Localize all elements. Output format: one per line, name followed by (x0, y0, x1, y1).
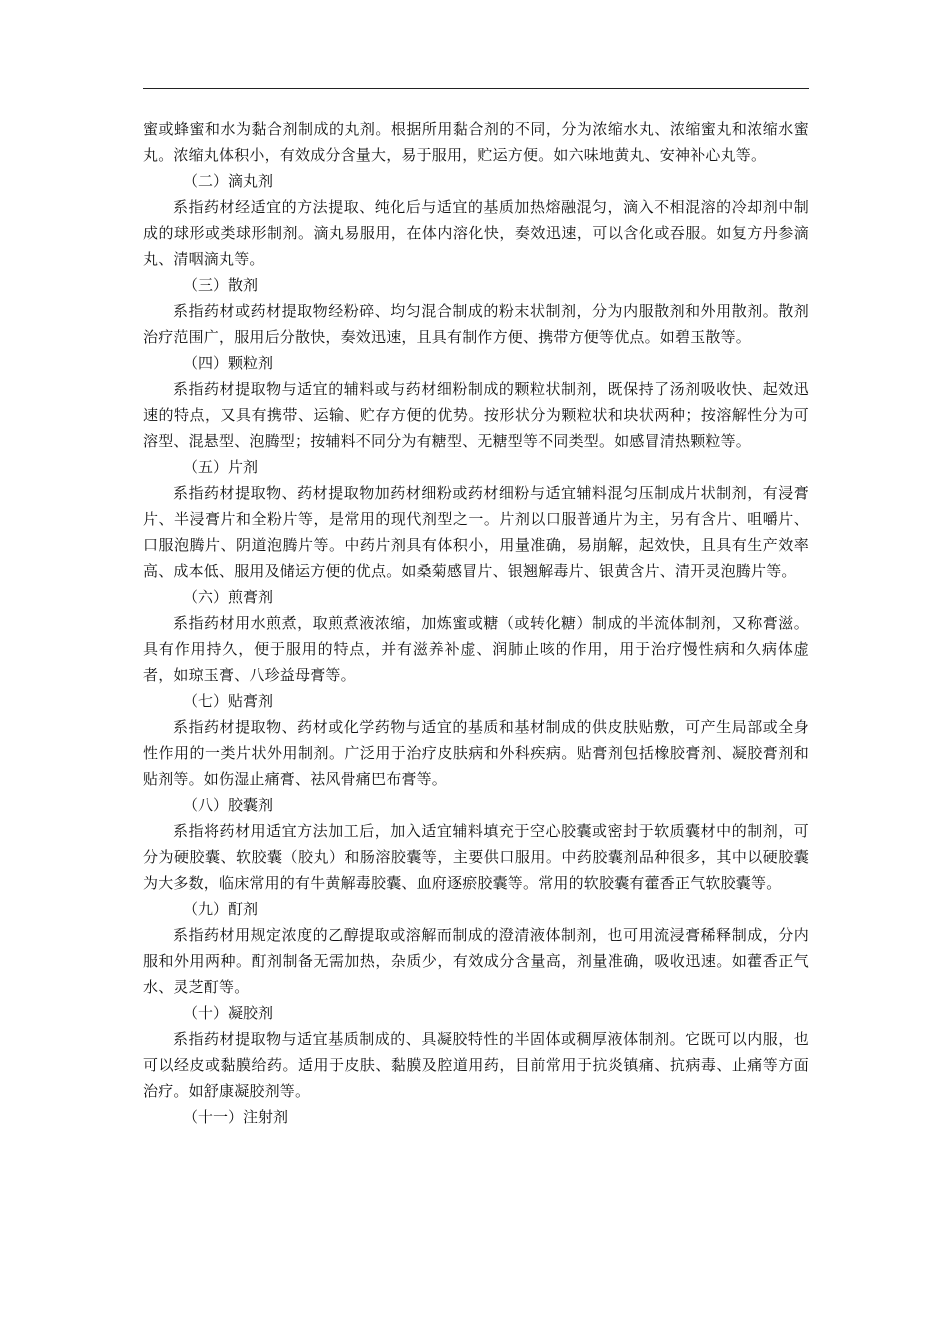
document-body (143, 116, 809, 1130)
section-body-decoction-paste: 系指药材用水煎煮，取煎煮液浓缩，加炼蜜或糖（或转化糖）制成的半流体制剂，又称膏滋。具有作用持久，便于服用的特点，并有滋养补虚、润肺止咳的作用，用于治疗慢性病和久病体虚者，如琼玉膏、八珍益母膏等。 (143, 614, 809, 684)
section-heading-plasters: （七）贴膏剂 (183, 692, 274, 710)
section-heading-drop-pills: （二）滴丸剂 (183, 172, 274, 190)
section-heading-granules: （四）颗粒剂 (183, 354, 274, 372)
section-heading-tablets: （五）片剂 (183, 458, 259, 476)
section-body-plasters: 系指药材提取物、药材或化学药物与适宜的基质和基材制成的供皮肤贴敷，可产生局部或全身性作用的一类片状外用制剂。广泛用于治疗皮肤病和外科疾病。贴膏剂包括橡胶膏剂、凝胶膏剂和贴剂等。如伤湿止痛膏、祛风骨痛巴布膏等。 (143, 718, 809, 788)
section-body-granules: 系指药材提取物与适宜的辅料或与药材细粉制成的颗粒状制剂，既保持了汤剂吸收快、起效迅速的特点，又具有携带、运输、贮存方便的优势。按形状分为颗粒状和块状两种；按溶解性分为可溶型、混悬型、泡腾型；按辅料不同分为有糖型、无糖型等不同类型。如感冒清热颗粒等。 (143, 380, 809, 450)
section-heading-decoction-paste: （六）煎膏剂 (183, 588, 274, 606)
section-heading-gels: （十）凝胶剂 (183, 1004, 274, 1022)
section-body-powders: 系指药材或药材提取物经粉碎、均匀混合制成的粉末状制剂，分为内服散剂和外用散剂。散剂治疗范围广，服用后分散快，奏效迅速，且具有制作方便、携带方便等优点。如碧玉散等。 (143, 302, 809, 346)
section-body-capsules: 系指将药材用适宜方法加工后，加入适宜辅料填充于空心胶囊或密封于软质囊材中的制剂，可分为硬胶囊、软胶囊（胶丸）和肠溶胶囊等，主要供口服用。中药胶囊剂品种很多，其中以硬胶囊为大多数，临床常用的有牛黄解毒胶囊、血府逐瘀胶囊等。常用的软胶囊有藿香正气软胶囊等。 (143, 822, 809, 892)
section-body-tablets: 系指药材提取物、药材提取物加药材细粉或药材细粉与适宜辅料混匀压制成片状制剂，有浸膏片、半浸膏片和全粉片等，是常用的现代剂型之一。片剂以口服普通片为主，另有含片、咀嚼片、口服泡腾片、阴道泡腾片等。中药片剂具有体积小，用量准确，易崩解，起效快，且具有生产效率高、成本低、服用及储运方便的优点。如桑菊感冒片、银翘解毒片、银黄含片、清开灵泡腾片等。 (143, 484, 809, 580)
section-heading-injections: （十一）注射剂 (183, 1108, 289, 1126)
intro-paragraph: 蜜或蜂蜜和水为黏合剂制成的丸剂。根据所用黏合剂的不同，分为浓缩水丸、浓缩蜜丸和浓缩水蜜丸。浓缩丸体积小，有效成分含量大，易于服用，贮运方便。如六味地黄丸、安神补心丸等。 (143, 120, 809, 164)
section-body-tinctures: 系指药材用规定浓度的乙醇提取或溶解而制成的澄清液体制剂，也可用流浸膏稀释制成，分内服和外用两种。酊剂制备无需加热，杂质少，有效成分含量高，剂量准确，吸收迅速。如藿香正气水、灵芝酊等。 (143, 926, 809, 996)
section-heading-capsules: （八）胶囊剂 (183, 796, 274, 814)
section-heading-tinctures: （九）酊剂 (183, 900, 259, 918)
header-rule (143, 88, 809, 89)
section-heading-powders: （三）散剂 (183, 276, 259, 294)
section-body-gels: 系指药材提取物与适宜基质制成的、具凝胶特性的半固体或稠厚液体制剂。它既可以内服，也可以经皮或黏膜给药。适用于皮肤、黏膜及腔道用药，目前常用于抗炎镇痛、抗病毒、止痛等方面治疗。如舒康凝胶剂等。 (143, 1030, 809, 1100)
section-body-drop-pills: 系指药材经适宜的方法提取、纯化后与适宜的基质加热熔融混匀，滴入不相混溶的冷却剂中制成的球形或类球形制剂。滴丸易服用，在体内溶化快，奏效迅速，可以含化或吞服。如复方丹参滴丸、清咽滴丸等。 (143, 198, 809, 268)
